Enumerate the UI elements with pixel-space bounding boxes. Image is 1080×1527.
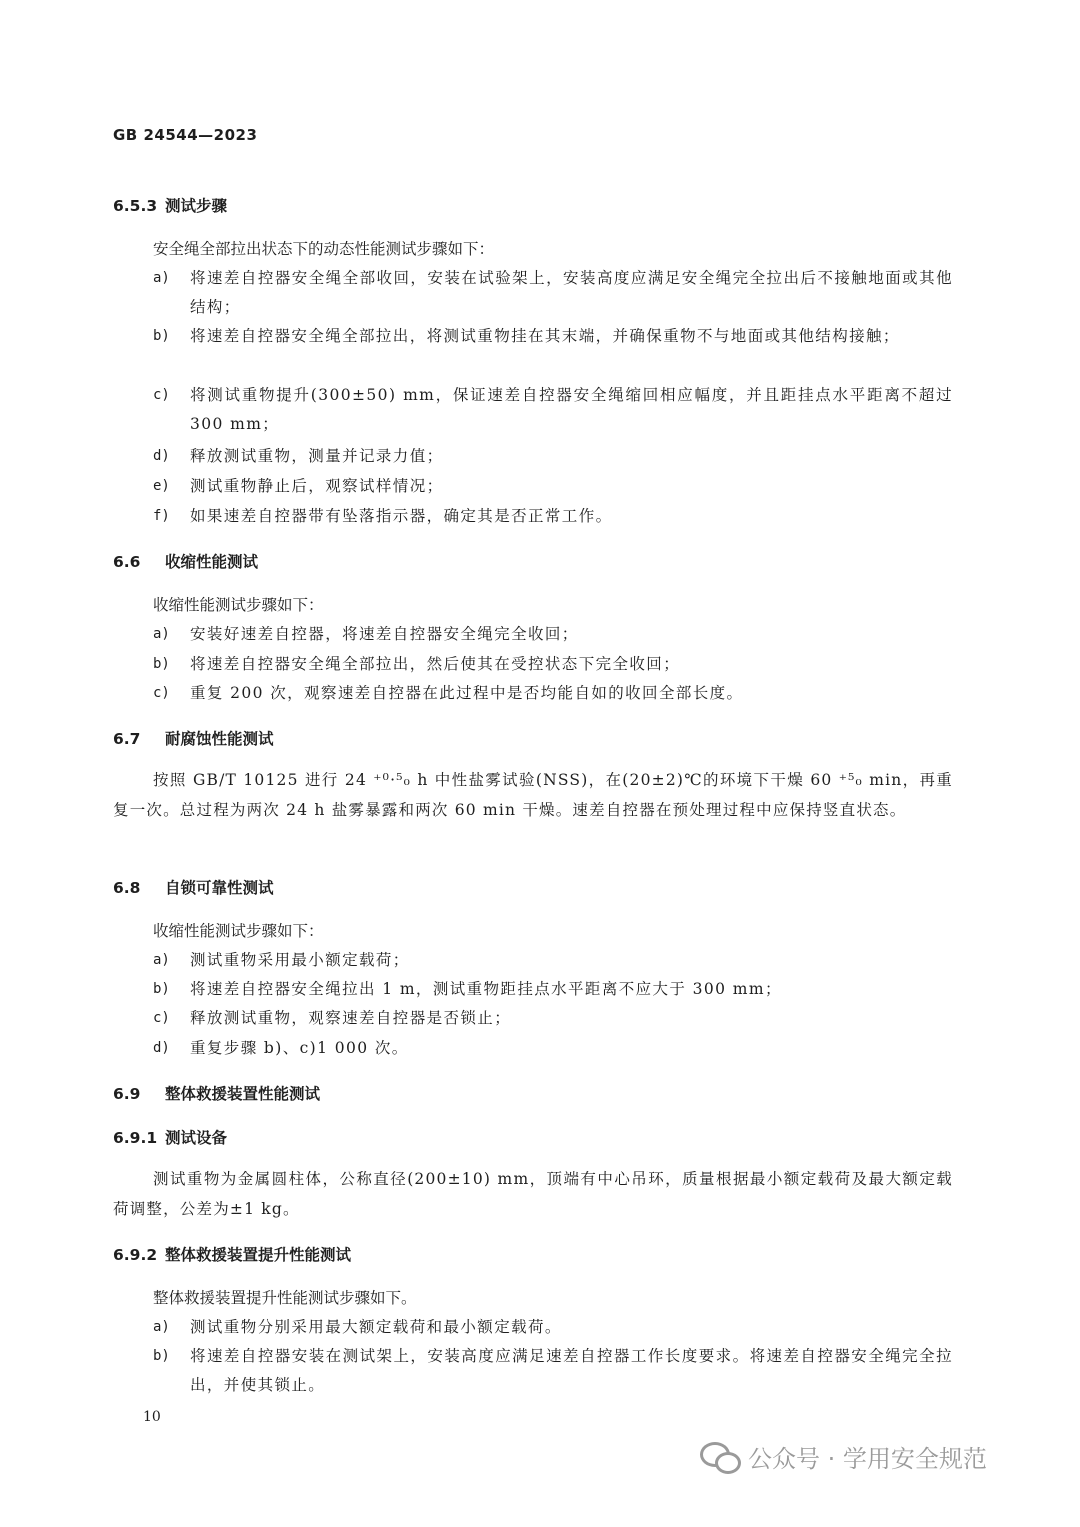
list-marker: b) — [153, 981, 170, 997]
list-text: 将速差自控器安全绳拉出 1 m，测试重物距挂点水平距离不应大于 300 mm； — [190, 980, 782, 998]
section-title: 整体救援装置性能测试 — [165, 1085, 321, 1103]
list-item — [153, 502, 953, 531]
page-number: 10 — [143, 1409, 161, 1425]
list-item — [153, 975, 953, 1004]
list-item — [153, 442, 953, 471]
section-title: 测试步骤 — [165, 197, 228, 215]
list-text: 释放测试重物，测量并记录力值； — [190, 447, 444, 465]
section-6-9-1-heading — [113, 1126, 227, 1148]
list-marker: a) — [153, 626, 170, 642]
section-number: 6.6 — [113, 553, 141, 571]
standard-code: GB 24544—2023 — [113, 126, 258, 144]
list-item — [153, 1004, 953, 1033]
list-text: 重复步骤 b)、c)1 000 次。 — [190, 1039, 409, 1057]
list-item — [153, 1342, 953, 1400]
section-6-7-body: 按照 GB/T 10125 进行 24 ⁺⁰·⁵₀ h 中性盐雾试验(NSS)，在(20±2)℃的环境下干燥 60 ⁺⁵₀ min，再重复一次。总过程为两次 24 h 盐雾暴露和两次 60 min 干燥。速差自控器在预处理过程中应保持竖直状态。 — [113, 771, 953, 819]
list-item — [153, 946, 953, 975]
section-number: 6.7 — [113, 730, 141, 748]
section-6-9-2-intro: 整体救援装置提升性能测试步骤如下。 — [153, 1289, 417, 1307]
list-text: 将速差自控器安全绳全部收回，安装在试验架上，安装高度应满足安全绳完全拉出后不接触地面或其他结构； — [190, 269, 953, 316]
section-6-8-intro: 收缩性能测试步骤如下： — [153, 922, 324, 940]
list-text: 测试重物静止后，观察试样情况； — [190, 477, 444, 495]
list-text: 释放测试重物，观察速差自控器是否锁止； — [190, 1009, 512, 1027]
section-number: 6.9 — [113, 1085, 141, 1103]
section-6-8-heading — [113, 876, 274, 898]
section-number: 6.5.3 — [113, 197, 158, 215]
section-6-6-intro: 收缩性能测试步骤如下： — [153, 596, 324, 614]
wechat-icon — [698, 1438, 742, 1474]
section-6-9-heading — [113, 1082, 320, 1104]
list-item — [153, 620, 953, 649]
list-marker: d) — [153, 448, 170, 464]
section-title: 测试设备 — [165, 1129, 228, 1147]
list-item — [153, 1034, 953, 1063]
list-item — [153, 472, 953, 501]
section-title: 收缩性能测试 — [165, 553, 259, 571]
list-marker: b) — [153, 328, 170, 344]
list-item — [153, 1313, 953, 1342]
section-number: 6.8 — [113, 879, 141, 897]
section-title: 整体救援装置提升性能测试 — [165, 1246, 352, 1264]
section-6-5-3-intro: 安全绳全部拉出状态下的动态性能测试步骤如下： — [153, 240, 495, 258]
list-marker: b) — [153, 656, 170, 672]
watermark — [698, 1436, 987, 1476]
list-marker: a) — [153, 270, 170, 286]
list-marker: c) — [153, 1010, 170, 1026]
list-item — [153, 679, 953, 708]
section-title: 耐腐蚀性能测试 — [165, 730, 274, 748]
section-6-6-heading — [113, 550, 258, 572]
list-item — [153, 264, 953, 322]
list-text: 重复 200 次，观察速差自控器在此过程中是否均能自如的收回全部长度。 — [190, 684, 744, 702]
list-marker: c) — [153, 387, 170, 403]
list-text: 如果速差自控器带有坠落指示器，确定其是否正常工作。 — [190, 507, 613, 525]
list-marker: a) — [153, 952, 170, 968]
list-item — [153, 322, 953, 351]
list-text: 将速差自控器安全绳全部拉出，将测试重物挂在其末端，并确保重物不与地面或其他结构接触； — [190, 327, 900, 345]
section-6-9-2-heading — [113, 1243, 351, 1265]
list-text: 安装好速差自控器，将速差自控器安全绳完全收回； — [190, 625, 579, 643]
section-title: 自锁可靠性测试 — [165, 879, 274, 897]
list-text: 将速差自控器安装在测试架上，安装高度应满足速差自控器工作长度要求。将速差自控器安全绳完全拉出，并使其锁止。 — [190, 1347, 953, 1394]
section-6-5-3-heading — [113, 194, 227, 216]
list-marker: c) — [153, 685, 170, 701]
list-marker: b) — [153, 1348, 170, 1364]
list-text: 测试重物分别采用最大额定载荷和最小额定载荷。 — [190, 1318, 562, 1336]
list-marker: e) — [153, 478, 170, 494]
list-marker: a) — [153, 1319, 170, 1335]
section-number: 6.9.1 — [113, 1129, 158, 1147]
list-text: 测试重物采用最小额定载荷； — [190, 951, 410, 969]
list-item — [153, 650, 953, 679]
list-marker: f) — [153, 508, 170, 524]
list-text: 将速差自控器安全绳全部拉出，然后使其在受控状态下完全收回； — [190, 655, 681, 673]
list-item — [153, 381, 953, 439]
watermark-label: 公众号 · 学用安全规范 — [748, 1444, 987, 1473]
section-number: 6.9.2 — [113, 1246, 158, 1264]
section-6-9-1-body: 测试重物为金属圆柱体，公称直径(200±10) mm，顶端有中心吊环，质量根据最小额定载荷及最大额定载荷调整，公差为±1 kg。 — [113, 1170, 953, 1218]
section-6-7-heading — [113, 727, 274, 749]
list-marker: d) — [153, 1040, 170, 1056]
list-text: 将测试重物提升(300±50) mm，保证速差自控器安全绳缩回相应幅度，并且距挂点水平距离不超过 300 mm； — [190, 386, 953, 433]
